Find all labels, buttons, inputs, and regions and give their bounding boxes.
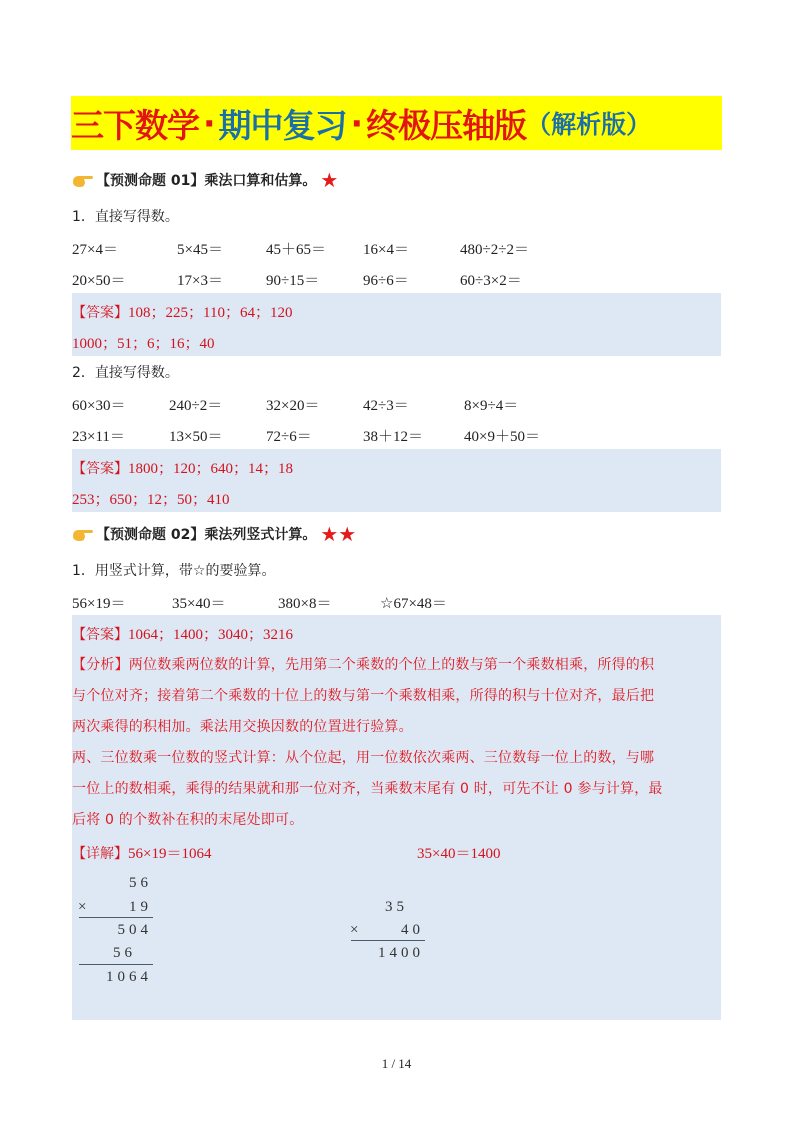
title-part-2: 期中复习 [218,105,347,145]
section-heading-01-label: 【预测命题 01】乘法口算和估算。 [96,173,317,189]
detail-line-1 [72,842,211,863]
expr: 20×50＝ [72,273,126,289]
title-part-3: 终极压轴版 [366,105,527,145]
expr: 480÷2÷2＝ [460,242,529,258]
detail-equation-2: 35×40＝1400 [417,846,501,862]
analysis-line: 与个位对齐；接着第二个乘数的十位上的数与第一个乘数相乘，所得的积与十位对齐，最后把 [72,688,655,704]
analysis-line: 一位上的数相乘，乘得的结果就和那一位对齐，当乘数末尾有 0 时，可先不让 0 参与计算，最 [72,781,663,797]
expr: 72÷6＝ [266,429,312,445]
question-2-prompt: 2．直接写得数。 [72,365,179,381]
expr: 5×45＝ [177,242,223,258]
answer-values: 108；225；110；64；120 [128,305,293,321]
pointing-hand-icon [72,173,94,187]
title-dot-2: · [350,103,363,143]
product: 1400 [378,945,424,961]
question-1-prompt: 1．直接写得数。 [72,209,179,225]
expr: 45＋65＝ [266,242,327,258]
expr: 27×4＝ [72,242,118,258]
expr: 380×8＝ [278,596,332,612]
answer-line-1 [72,457,293,478]
expr: 90÷15＝ [266,273,320,289]
difficulty-stars-icon: ★★ [320,522,357,546]
detail-label: 【详解】 [72,846,128,862]
times-sign: × [350,922,363,938]
answer-values: 1800；120；640；14；18 [128,461,294,477]
expr: 38＋12＝ [363,429,424,445]
answer-label: 【答案】 [72,461,128,477]
analysis-line: 后将 0 的个数补在积的末尾处即可。 [72,812,304,828]
expr: 42÷3＝ [363,398,409,414]
analysis-line: 两次乘得的积相加。乘法用交换因数的位置进行验算。 [72,719,413,735]
section-heading-01 [72,168,338,192]
expr: 8×9÷4＝ [464,398,519,414]
multiplicand: 35 [385,899,408,915]
expr: 32×20＝ [266,398,320,414]
section-heading-02-label: 【预测命题 02】乘法列竖式计算。 [96,527,317,543]
times-sign: × [78,899,91,915]
detail-equation-1: 56×19＝1064 [128,846,212,862]
expr: 13×50＝ [169,429,223,445]
title-subtitle: （解析版） [526,110,652,139]
multiplier: 40 [401,922,424,938]
answer-box-3 [72,615,721,1020]
partial-product-2: 56 [113,945,136,961]
multiplicand: 56 [129,875,152,891]
multiplier: 19 [129,899,152,915]
page-number: 1 / 14 [381,1056,412,1071]
expr: ☆67×48＝ [380,596,447,612]
partial-product-1: 504 [117,922,152,938]
divider-line [79,917,153,918]
expr: 60×30＝ [72,398,126,414]
analysis-line: 【分析】两位数乘两位数的计算，先用第二个乘数的个位上的数与第一个乘数相乘，所得的积 [72,657,655,673]
answer-values: 1064；1400；3040；3216 [128,627,294,643]
expr: 96÷6＝ [363,273,409,289]
title-banner [71,96,722,150]
title-dot-1: · [203,103,215,143]
answer-line-2: 1000；51；6；16；40 [72,336,215,352]
divider-line [79,964,153,965]
expr: 60÷3×2＝ [460,273,522,289]
answer-box-2 [72,449,721,512]
answer-line-1 [72,301,292,322]
expr: 35×40＝ [172,596,226,612]
section-heading-02 [72,522,356,546]
divider-line [351,940,425,941]
product: 1064 [106,969,152,985]
pointing-hand-icon [72,527,94,541]
title-part-1: 三下数学 [71,105,199,145]
analysis-line: 两、三位数乘一位数的竖式计算：从个位起，用一位数依次乘两、三位数每一位上的数，与哪 [72,750,655,766]
expr: 240÷2＝ [169,398,223,414]
expr: 40×9＋50＝ [464,429,540,445]
expr: 17×3＝ [177,273,223,289]
expr: 56×19＝ [72,596,126,612]
expr: 16×4＝ [363,242,409,258]
answer-label: 【答案】 [72,627,128,643]
difficulty-star-icon: ★ [320,168,339,192]
answer-label: 【答案】 [72,305,128,321]
answer-box-1 [72,293,721,356]
question-3-prompt: 1．用竖式计算，带☆的要验算。 [72,563,276,579]
answer-line-2: 253；650；12；50；410 [72,492,230,508]
expr: 23×11＝ [72,429,125,445]
answer-line [72,623,293,644]
